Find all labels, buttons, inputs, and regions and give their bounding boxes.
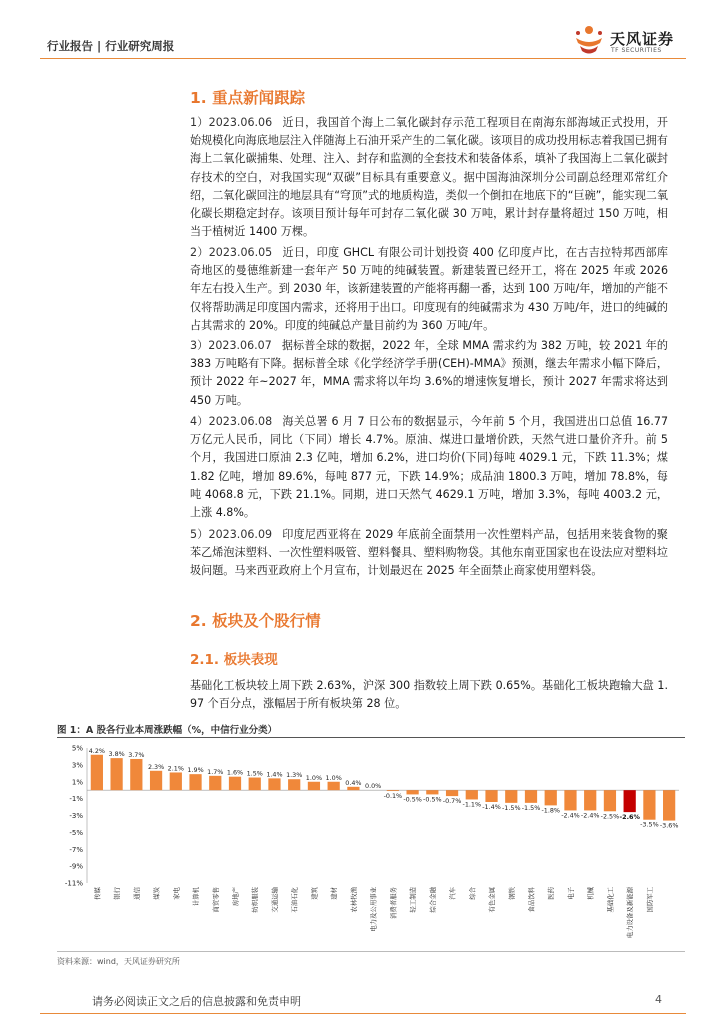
- bar-data-label: -2.4%: [561, 811, 580, 820]
- x-category-label: 房地产: [231, 887, 240, 907]
- news-item-4: [190, 413, 668, 522]
- news-item-1: [190, 114, 668, 241]
- chart-bar: [446, 790, 458, 796]
- x-category-label: 计算机: [192, 887, 201, 907]
- x-category-label: 基础化工: [606, 887, 615, 913]
- x-category-label: 消费者服务: [389, 887, 398, 919]
- brand-name-en: TF SECURITIES: [611, 47, 662, 54]
- section-2-title: 2. 板块及个股行情: [190, 612, 321, 630]
- chart-bar: [229, 777, 241, 791]
- bar-data-label: 1.3%: [286, 771, 303, 780]
- bar-data-label: -0.1%: [383, 792, 403, 801]
- x-category-label: 银行: [113, 887, 122, 900]
- x-category-label: 机械: [586, 887, 595, 900]
- chart-bar: [249, 778, 261, 791]
- y-tick-label: -11%: [64, 879, 83, 888]
- chart-bar: [288, 779, 300, 790]
- brand-name-cn: 天风证券: [610, 30, 675, 48]
- news-item-date: 2）2023.06.05: [190, 246, 273, 259]
- news-item-5: [190, 526, 668, 581]
- news-item-text: 近日，我国首个海上二氧化碳封存示范工程项目在南海东部海域正式投用，开始规模化向海底地层注入伴随海上石油开采产生的二氧化碳。该项目的成功投用标志着我国已拥有海上二氧化碳捕集、处理、注入、封存和监测的全套技术和装备体系，填补了我国海上二氧化碳封存技术的空白，对我国实现“双碳”目标具有重要意义。据中国海油深圳分公司副总经理邓常红介绍，二氧化碳回注的地层具有“穹顶”式的地质构造，类似一个倒扣在地底下的“巨碗”，能实现二氧化碳长期稳定封存。该项目预计每年可封存二氧化碳 30 万吨，累计封存量将超过 150 万吨，相当于植树近 1400 万棵。: [190, 116, 668, 239]
- news-item-text: 印度尼西亚将在 2029 年底前全面禁用一次性塑料产品，包括用来装食物的聚苯乙烯泡沫塑料、一次性塑料吸管、塑料餐具、塑料购物袋。其他东南亚国家也在设法应对塑料垃圾问题。马来西亚政府上个月宣布，计划最迟在 2025 年全面禁止商家使用塑料袋。: [190, 528, 668, 578]
- chart-bar: [466, 790, 478, 799]
- x-category-label: 有色金属: [488, 887, 497, 913]
- x-category-label: 轻工制造: [409, 887, 418, 913]
- chart-bar: [604, 790, 616, 811]
- y-tick-label: -5%: [69, 828, 83, 837]
- bar-data-label: -3.5%: [640, 820, 659, 829]
- bar-data-label: 1.5%: [246, 769, 263, 778]
- chart-bar: [308, 782, 320, 790]
- bar-data-label: -1.8%: [541, 806, 561, 815]
- chart-bar: [426, 790, 438, 794]
- bar-data-label: 1.0%: [325, 773, 342, 782]
- y-tick-label: -3%: [69, 812, 83, 820]
- brand-logo: [572, 24, 692, 58]
- chart-bar: [91, 755, 103, 790]
- bar-data-label: -1.1%: [462, 800, 482, 809]
- chart-bar: [505, 790, 517, 803]
- chart-bar: [525, 790, 537, 803]
- x-category-label: 食品饮料: [527, 887, 536, 913]
- chart-bar: [189, 774, 201, 790]
- chart-bar: [268, 778, 280, 790]
- bar-data-label: 2.1%: [167, 764, 184, 773]
- x-category-label: 医药: [547, 887, 556, 900]
- brand-logo-icon: [572, 24, 606, 58]
- bar-data-label: -0.5%: [423, 795, 442, 804]
- news-item-date: 3）2023.06.07: [190, 339, 272, 352]
- x-category-label: 电力及公用事业: [369, 887, 378, 932]
- header-divider: [40, 58, 686, 59]
- x-category-label: 煤炭: [152, 887, 161, 900]
- news-item-date: 1）2023.06.06: [190, 116, 273, 129]
- x-category-label: 建材: [330, 887, 339, 900]
- chart-bar: [663, 790, 675, 820]
- bar-data-label: -2.5%: [600, 812, 620, 821]
- subsection-2-1-title: 2.1. 板块表现: [190, 652, 278, 668]
- bar-data-label: 1.4%: [266, 770, 283, 779]
- y-tick-label: -9%: [69, 862, 83, 871]
- chart-bar: [150, 771, 162, 790]
- bar-data-label: -3.6%: [659, 821, 679, 830]
- figure-source: 资料来源：wind，天风证券研究所: [57, 951, 685, 967]
- bar-data-label: -1.4%: [482, 803, 501, 811]
- bar-data-label: -0.7%: [442, 797, 462, 806]
- news-item-text: 海关总署 6 月 7 日公布的数据显示，今年前 5 个月，我国进出口总值 16.77 万亿元人民币，同比（下同）增长 4.7%。原油、煤进口量增价跌，天然气进口量价齐升。前 5 个月，我国进口原油 2.3 亿吨，增加 6.2%，进口均价(下同)每吨 4029.1 元，下跌 11.3%；煤 1.82 亿吨，增加 89.6%，每吨 877 元，下跌 14.9%；成品油 1800.3 万吨，增加 78.8%，每吨 4068.8 元，下跌 21.1%。同期，进口天然气 4629.1 万吨，增加 3.3%，每吨 4003.2 元，上涨 4.8%。: [190, 415, 669, 520]
- x-category-label: 纺织服装: [251, 887, 260, 913]
- y-tick-label: 1%: [71, 778, 83, 787]
- chart-bar: [485, 790, 497, 802]
- bar-data-label: 3.8%: [108, 750, 125, 759]
- bar-data-label: -2.6%: [619, 813, 640, 822]
- chart-bar: [564, 790, 576, 810]
- bar-data-label: 0.4%: [345, 778, 362, 787]
- x-category-label: 交通运输: [270, 887, 279, 913]
- bar-data-label: 3.7%: [128, 750, 145, 759]
- bar-data-label: 1.6%: [226, 768, 244, 777]
- section-1-title: 1. 重点新闻跟踪: [190, 89, 306, 107]
- y-tick-label: -1%: [69, 795, 83, 804]
- chart-bar: [328, 782, 340, 790]
- sector-change-chart: [57, 738, 685, 950]
- y-tick-label: -7%: [69, 845, 83, 854]
- sector-summary: 基础化工板块较上周下跌 2.63%，沪深 300 指数较上周下跌 0.65%。基础化工板块跑输大盘 1.97 个百分点，涨幅居于所有板块第 28 位。: [190, 679, 668, 711]
- x-category-label: 电力设备及新能源: [626, 887, 635, 939]
- news-item-text: 近日，印度 GHCL 有限公司计划投资 400 亿印度卢比，在古吉拉特邦西部库奇地区的曼德维新建一套年产 50 万吨的纯碱装置。新建装置已经开工，将在 2025 年或 2026 年左右投入生产。到 2030 年，该新建装置的产能将再翻一番，达到 100 万吨/年，增加的产能不仅将帮助满足印度国内需求，还将用于出口。印度现有的纯碱需求为 430 万吨/年，进口的纯碱的占其需求的 20%。印度的纯碱总产量目前约为 360 万吨/年。: [190, 246, 668, 332]
- bar-data-label: -1.5%: [501, 803, 521, 812]
- figure-title: 图 1：A 股各行业本周涨跌幅（%，中信行业分类）: [57, 722, 685, 738]
- news-item-2: [190, 244, 668, 335]
- bar-data-label: 1.9%: [187, 766, 204, 775]
- chart-bar: [130, 759, 142, 790]
- chart-bar: [387, 790, 399, 791]
- chart-bar: [110, 758, 122, 790]
- x-category-label: 钢铁: [507, 887, 516, 900]
- y-tick-label: 5%: [71, 744, 83, 753]
- chart-bar: [624, 790, 636, 812]
- bar-data-label: 1.0%: [305, 773, 323, 782]
- chart-bar: [545, 790, 557, 805]
- x-category-label: 综合: [468, 887, 477, 900]
- bar-data-label: 1.7%: [207, 767, 224, 776]
- report-type: 行业报告 | 行业研究周报: [47, 39, 175, 53]
- bar-data-label: 0.0%: [365, 782, 382, 791]
- news-item-text: 据标普全球的数据，2022 年，全球 MMA 需求约为 382 万吨，较 2021 年的 383 万吨略有下降。据标普全球《化学经济学手册(CEH)-MMA》预测，继去年需求小幅下降后，预计 2022 年~2027 年，MMA 需求将以年均 3.6%的增速恢复增长，预计 2027 年需求将达到 450 万吨。: [190, 339, 669, 407]
- x-category-label: 电子: [566, 887, 575, 900]
- page-number: 4: [655, 993, 662, 1006]
- bar-data-label: 4.2%: [88, 746, 105, 755]
- x-category-label: 家电: [172, 887, 181, 900]
- chart-bar: [209, 776, 221, 790]
- chart-bar: [643, 790, 655, 820]
- x-category-label: 商贸零售: [211, 887, 220, 913]
- x-category-label: 农林牧渔: [349, 887, 358, 913]
- footer-divider: [40, 1013, 686, 1014]
- news-item-3: [190, 337, 668, 410]
- x-category-label: 国防军工: [645, 887, 654, 913]
- x-category-label: 汽车: [448, 887, 457, 900]
- chart-bar: [406, 790, 418, 794]
- y-tick-label: 3%: [71, 761, 83, 770]
- chart-bar: [584, 790, 596, 810]
- chart-bar: [347, 787, 359, 790]
- chart-bar: [170, 772, 182, 790]
- bar-data-label: -2.4%: [580, 811, 600, 820]
- x-category-label: 传媒: [93, 887, 102, 900]
- page-header: [0, 0, 724, 66]
- bar-data-label: -1.5%: [521, 803, 541, 812]
- footer-disclaimer: 请务必阅读正文之后的信息披露和免责申明: [92, 995, 301, 1008]
- news-item-date: 5）2023.06.09: [190, 528, 273, 541]
- x-category-label: 石油石化: [290, 887, 299, 913]
- x-category-label: 综合金融: [428, 887, 437, 913]
- x-category-label: 通信: [132, 887, 141, 900]
- news-item-date: 4）2023.06.08: [190, 415, 273, 428]
- bar-data-label: -0.5%: [403, 795, 422, 804]
- bar-data-label: 2.3%: [147, 762, 165, 771]
- x-category-label: 建筑: [310, 887, 319, 900]
